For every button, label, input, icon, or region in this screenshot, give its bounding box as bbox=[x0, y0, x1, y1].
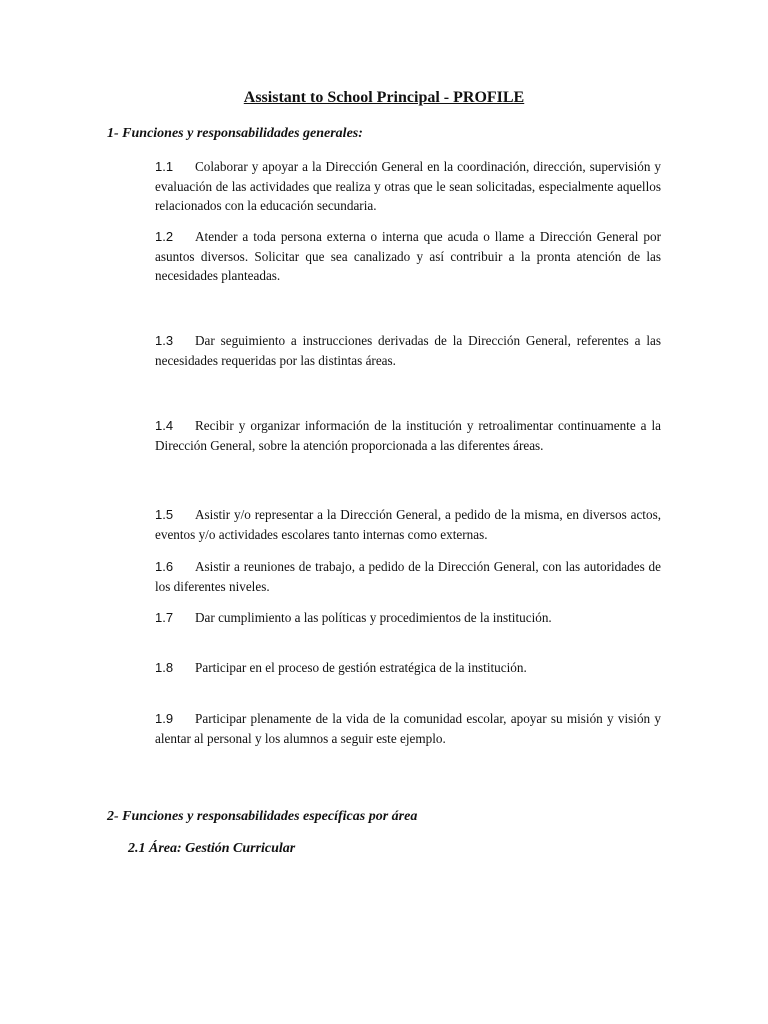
section-heading-specific: 2- Funciones y responsabilidades específicas por área bbox=[107, 809, 418, 824]
item-number: 1.8 bbox=[155, 660, 174, 675]
list-item-1-5 bbox=[155, 505, 661, 544]
item-text: Atender a toda persona externa o interna que acuda o llame a Dirección General por asuntos diversos. Solicitar que sea canalizado y así contribuir a la pronta atención de las necesidades planteadas. bbox=[155, 229, 661, 283]
item-text: Participar plenamente de la vida de la comunidad escolar, apoyar su misión y visión y alentar al personal y los alumnos a seguir este ejemplo. bbox=[155, 711, 661, 746]
item-number: 1.4 bbox=[155, 418, 174, 433]
item-text: Recibir y organizar información de la institución y retroalimentar continuamente a la Dirección General, sobre la atención proporcionada a las diferentes áreas. bbox=[155, 418, 661, 453]
list-item-1-2 bbox=[155, 227, 661, 286]
item-number: 1.3 bbox=[155, 333, 174, 348]
item-text: Asistir y/o representar a la Dirección General, a pedido de la misma, en diversos actos, eventos y/o actividades escolares tanto internas como externas. bbox=[155, 507, 661, 542]
item-text: Dar seguimiento a instrucciones derivadas de la Dirección General, referentes a las necesidades requeridas por las distintas áreas. bbox=[155, 333, 661, 368]
list-item-1-1 bbox=[155, 157, 661, 216]
item-text: Asistir a reuniones de trabajo, a pedido de la Dirección General, con las autoridades de los diferentes niveles. bbox=[155, 559, 661, 594]
document-title: Assistant to School Principal - PROFILE bbox=[243, 89, 525, 106]
list-item-1-4 bbox=[155, 416, 661, 455]
item-text: Colaborar y apoyar a la Dirección General en la coordinación, dirección, supervisión y evaluación de las actividades que realiza y otras que le sean solicitadas, especialmente aquellos relacionados con la educación secundaria. bbox=[155, 159, 661, 213]
subsection-heading-curricular: 2.1 Área: Gestión Curricular bbox=[128, 841, 296, 856]
item-text: Participar en el proceso de gestión estratégica de la institución. bbox=[195, 660, 527, 675]
item-text: Dar cumplimiento a las políticas y procedimientos de la institución. bbox=[195, 610, 552, 625]
list-item-1-6 bbox=[155, 557, 661, 596]
item-number: 1.1 bbox=[155, 159, 174, 174]
list-item-1-7 bbox=[155, 608, 661, 628]
item-number: 1.7 bbox=[155, 610, 174, 625]
list-item-1-8 bbox=[155, 658, 661, 678]
list-item-1-3 bbox=[155, 331, 661, 370]
item-number: 1.9 bbox=[155, 711, 174, 726]
list-item-1-9 bbox=[155, 709, 661, 748]
item-number: 1.2 bbox=[155, 229, 174, 244]
item-number: 1.5 bbox=[155, 507, 174, 522]
section-heading-general: 1- Funciones y responsabilidades generales: bbox=[107, 126, 363, 141]
item-number: 1.6 bbox=[155, 559, 174, 574]
